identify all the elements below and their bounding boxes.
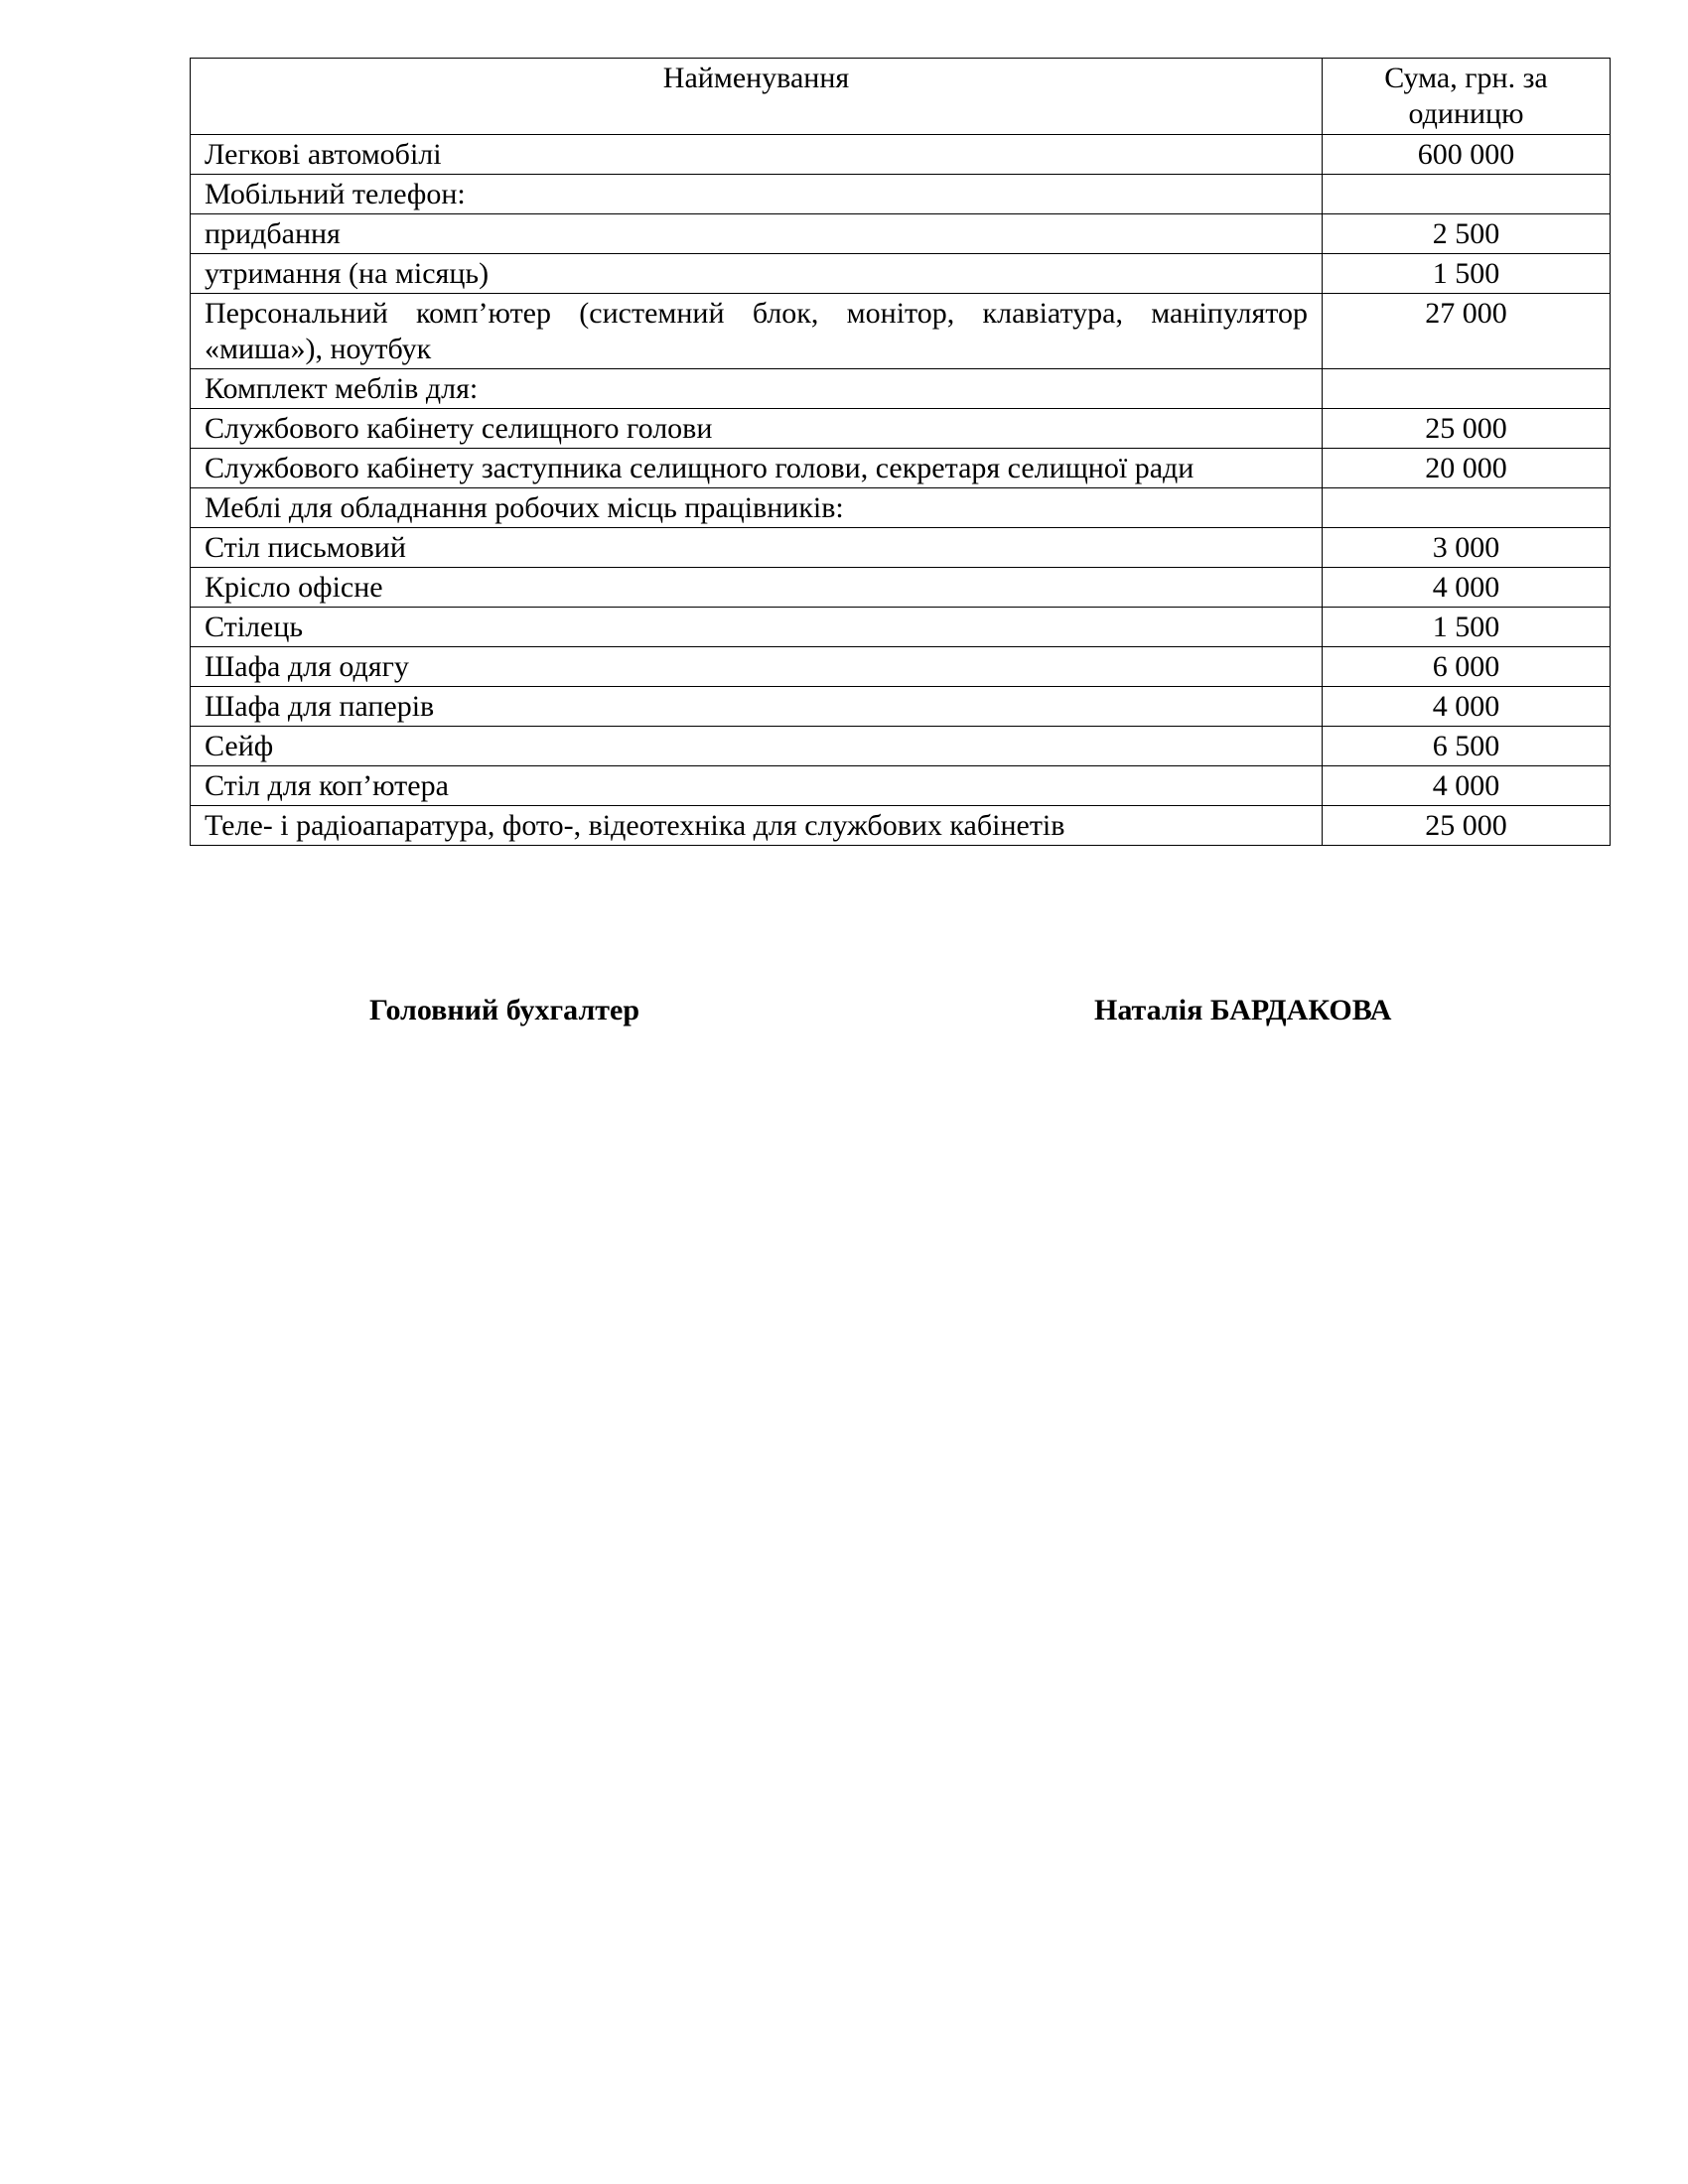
table-header-row bbox=[191, 59, 1611, 135]
item-sum: 4 000 bbox=[1323, 568, 1611, 608]
table-row bbox=[191, 766, 1611, 806]
item-name: придбання bbox=[191, 214, 1323, 254]
item-name: Шафа для одягу bbox=[191, 647, 1323, 687]
item-sum: 4 000 bbox=[1323, 766, 1611, 806]
table-row bbox=[191, 214, 1611, 254]
item-sum: 27 000 bbox=[1323, 294, 1611, 369]
item-name: Легкові автомобілі bbox=[191, 135, 1323, 175]
table-row bbox=[191, 175, 1611, 214]
item-name: Стіл письмовий bbox=[191, 528, 1323, 568]
table-row bbox=[191, 254, 1611, 294]
item-sum bbox=[1323, 488, 1611, 528]
item-sum bbox=[1323, 175, 1611, 214]
cost-norms-table bbox=[190, 58, 1611, 846]
item-sum: 2 500 bbox=[1323, 214, 1611, 254]
item-sum: 25 000 bbox=[1323, 409, 1611, 449]
table-row bbox=[191, 449, 1611, 488]
table-row bbox=[191, 647, 1611, 687]
table-row bbox=[191, 687, 1611, 727]
table-row bbox=[191, 294, 1611, 369]
item-name: Крісло офісне bbox=[191, 568, 1323, 608]
item-sum: 20 000 bbox=[1323, 449, 1611, 488]
item-sum bbox=[1323, 369, 1611, 409]
item-name: Комплект меблів для: bbox=[191, 369, 1323, 409]
item-sum: 1 500 bbox=[1323, 608, 1611, 647]
table-row bbox=[191, 135, 1611, 175]
item-name: Службового кабінету селищного голови bbox=[191, 409, 1323, 449]
item-sum: 6 000 bbox=[1323, 647, 1611, 687]
item-sum: 600 000 bbox=[1323, 135, 1611, 175]
table-row bbox=[191, 727, 1611, 766]
item-name: Мобільний телефон: bbox=[191, 175, 1323, 214]
table-row bbox=[191, 369, 1611, 409]
table-body bbox=[191, 135, 1611, 846]
signature-title: Головний бухгалтер bbox=[369, 994, 640, 1026]
item-sum: 6 500 bbox=[1323, 727, 1611, 766]
item-name: Службового кабінету заступника селищного голови, секретаря селищної ради bbox=[191, 449, 1323, 488]
item-name: Сейф bbox=[191, 727, 1323, 766]
item-name: Меблі для обладнання робочих місць працівників: bbox=[191, 488, 1323, 528]
item-sum: 25 000 bbox=[1323, 806, 1611, 846]
item-sum: 4 000 bbox=[1323, 687, 1611, 727]
table-row bbox=[191, 568, 1611, 608]
column-header-name: Найменування bbox=[191, 59, 1323, 135]
item-name: Персональний комп’ютер (системний блок, монітор, клавіатура, маніпулятор «миша»), ноутбук bbox=[191, 294, 1323, 369]
table-row bbox=[191, 806, 1611, 846]
item-sum: 3 000 bbox=[1323, 528, 1611, 568]
column-header-sum: Сума, грн. за одиницю bbox=[1323, 59, 1611, 135]
table-row bbox=[191, 409, 1611, 449]
item-name: утримання (на місяць) bbox=[191, 254, 1323, 294]
table-header bbox=[191, 59, 1611, 135]
item-name: Теле- і радіоапаратура, фото-, відеотехніка для службових кабінетів bbox=[191, 806, 1323, 846]
table-row bbox=[191, 608, 1611, 647]
table-row bbox=[191, 488, 1611, 528]
item-name: Шафа для паперів bbox=[191, 687, 1323, 727]
item-sum: 1 500 bbox=[1323, 254, 1611, 294]
item-name: Стіл для коп’ютера bbox=[191, 766, 1323, 806]
table-row bbox=[191, 528, 1611, 568]
signature-name: Наталія БАРДАКОВА bbox=[1094, 994, 1392, 1026]
item-name: Стілець bbox=[191, 608, 1323, 647]
